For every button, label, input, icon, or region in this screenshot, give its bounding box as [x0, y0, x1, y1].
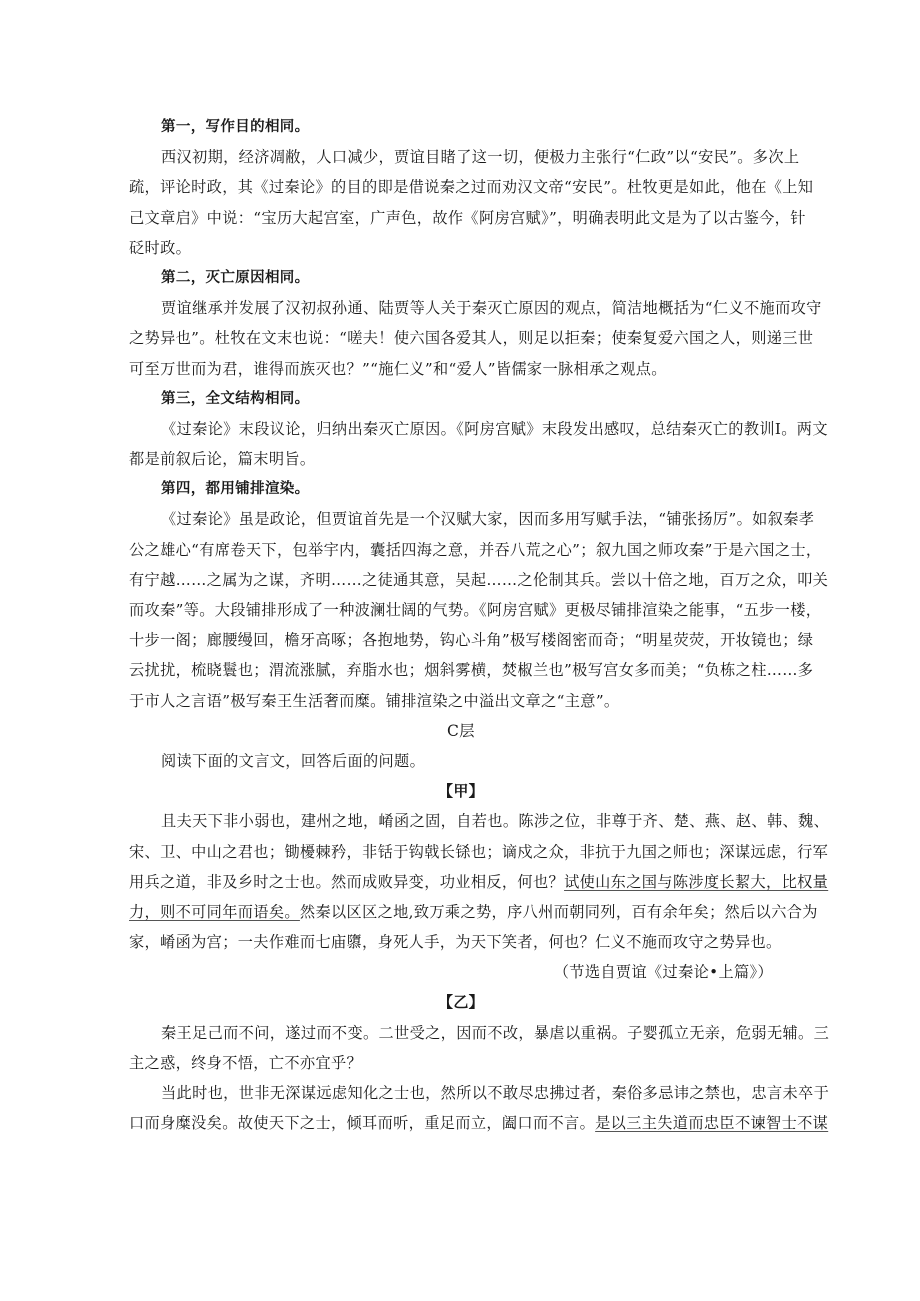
passage-line: 且夫天下非小弱也，建州之地，崤函之固，自若也。陈涉之位，非尊于齐、楚、燕、赵、韩、魏、: [161, 812, 830, 831]
underlined-sentence: 力，则不可同年而语矣。: [129, 902, 300, 921]
passage-line: 家，崤函为宫；一夫作难而七庙隳，身死人手，为天下笑者，何也？仁义不施而攻守之势异也。: [129, 933, 782, 952]
passage-line: [129, 867, 829, 897]
passage-line: 当此时也，世非无深谋远虑知化之士也，然所以不敢尽忠拂过者，秦俗多忌讳之禁也，忠言未卒于: [161, 1084, 830, 1102]
passage-source: （节选自贾谊《过秦论•上篇》）: [553, 963, 773, 982]
section-heading-3: 第三，全文结构相同。: [161, 390, 310, 407]
passage-line: [129, 1108, 829, 1138]
paragraph-line: 有宁越……之属为之谋，齐明……之徒通其意，吴起……之伦制其兵。尝以十倍之地，百万之众，叩关: [129, 570, 829, 589]
level-c-title: C层: [446, 721, 476, 740]
passage-line: 主之惑，终身不悟，亡不亦宜乎？: [129, 1053, 363, 1072]
paragraph-line: 《过秦论》末段议论，归纳出秦灭亡原因。《阿房宫赋》末段发出感叹，总结秦灭亡的教训Ⅰ。两文: [161, 419, 828, 438]
passage-text: 然秦以区区之地,致万乘之势，序八州而朝同列，百有余年矣；然后以六合为: [299, 902, 818, 921]
paragraph-line: 己文章启》中说：“宝历大起宫室，广声色，故作《阿房宫赋》”，明确表明此文是为了以古鉴今，针: [129, 208, 806, 227]
passage-label-jia: 【甲】: [437, 782, 485, 801]
paragraph-line: 十步一阁；廊腰缦回，檐牙高啄；各抱地势，钩心斗角”极写楼阁密而奇；“明星荧荧，开妆镜也；绿: [129, 631, 814, 650]
paragraph-line: 西汉初期，经济凋敝，人口减少，贾谊目睹了这一切，便极力主张行“仁政”以“安民”。多次上: [161, 148, 800, 167]
underlined-sentence: 是以三主失道而忠臣不谏智士不谋: [595, 1114, 829, 1133]
section-heading-2: 第二，灭亡原因相同。: [161, 269, 310, 286]
passage-text: 用兵之道，非及乡时之士也。然而成败异变，功业相反，何也？: [129, 872, 565, 891]
paragraph-line: 疏，评论时政，其《过秦论》的目的即是借说秦之过而劝汉文帝“安民”。杜牧更是如此，他在《上知: [129, 178, 814, 197]
paragraph-line: 云扰扰，梳晓鬟也；渭流涨腻，弃脂水也；烟斜雾横，焚椒兰也”极写宫女多而美；“负栋之柱……多: [129, 661, 814, 680]
section-heading-4: 第四，都用铺排渲染。: [161, 481, 310, 498]
reading-instruction: 阅读下面的文言文，回答后面的问题。: [161, 751, 426, 770]
paragraph-line: 于市人之言语”极写秦王生活奢而糜。铺排渲染之中溢出文章之“主意”。: [129, 691, 620, 710]
paragraph-line: 而攻秦”等。大段铺排形成了一种波澜壮阔的气势。《阿房宫赋》更极尽铺排渲染之能事，“五步一楼，: [129, 601, 822, 619]
passage-line: 宋、卫、中山之君也；锄櫌棘矜，非铦于钩戟长铩也；谪戍之众，非抗于九国之师也；深谋远虑，行军: [129, 842, 829, 861]
passage-text: 口而身糜没矣。故使天下之士，倾耳而听，重足而立，阖口而不言。: [129, 1114, 596, 1133]
paragraph-line: 《过秦论》虽是政论，但贾谊首先是一个汉赋大家，因而多用写赋手法，“铺张扬厉”。如叙秦孝: [161, 510, 815, 529]
paragraph-line: 砭时政。: [129, 238, 192, 257]
document-page: [129, 112, 830, 1138]
passage-line: 秦王足己而不问，遂过而不变。二世受之，因而不改，暴虐以重祸。子婴孤立无亲，危弱无辅。三: [161, 1023, 830, 1042]
paragraph-line: 公之雄心“有席卷天下，包举宇内，囊括四海之意，并吞八荒之心”；叙九国之师攻秦”于是六国之士，: [129, 540, 822, 559]
paragraph-line: 贾谊继承并发展了汉初叔孙通、陆贾等人关于秦灭亡原因的观点，简洁地概括为“仁义不施而攻守: [161, 299, 822, 318]
paragraph-line: 之势异也”。杜牧在文末也说：“嗟夫！使六国各爱其人，则足以拒秦；使秦复爱六国之人，则递三世: [129, 329, 814, 348]
paragraph-line: 可至万世而为君，谁得而族灭也？”“施仁义”和“爱人”皆儒家一脉相承之观点。: [129, 359, 667, 378]
section-heading-1: 第一，写作目的相同。: [161, 119, 310, 135]
underlined-sentence: 试使山东之国与陈涉度长絜大，比权量: [564, 872, 829, 891]
paragraph-line: 都是前叙后论，篇末明旨。: [129, 450, 316, 469]
passage-line: [129, 897, 818, 927]
passage-label-yi: 【乙】: [437, 993, 485, 1012]
